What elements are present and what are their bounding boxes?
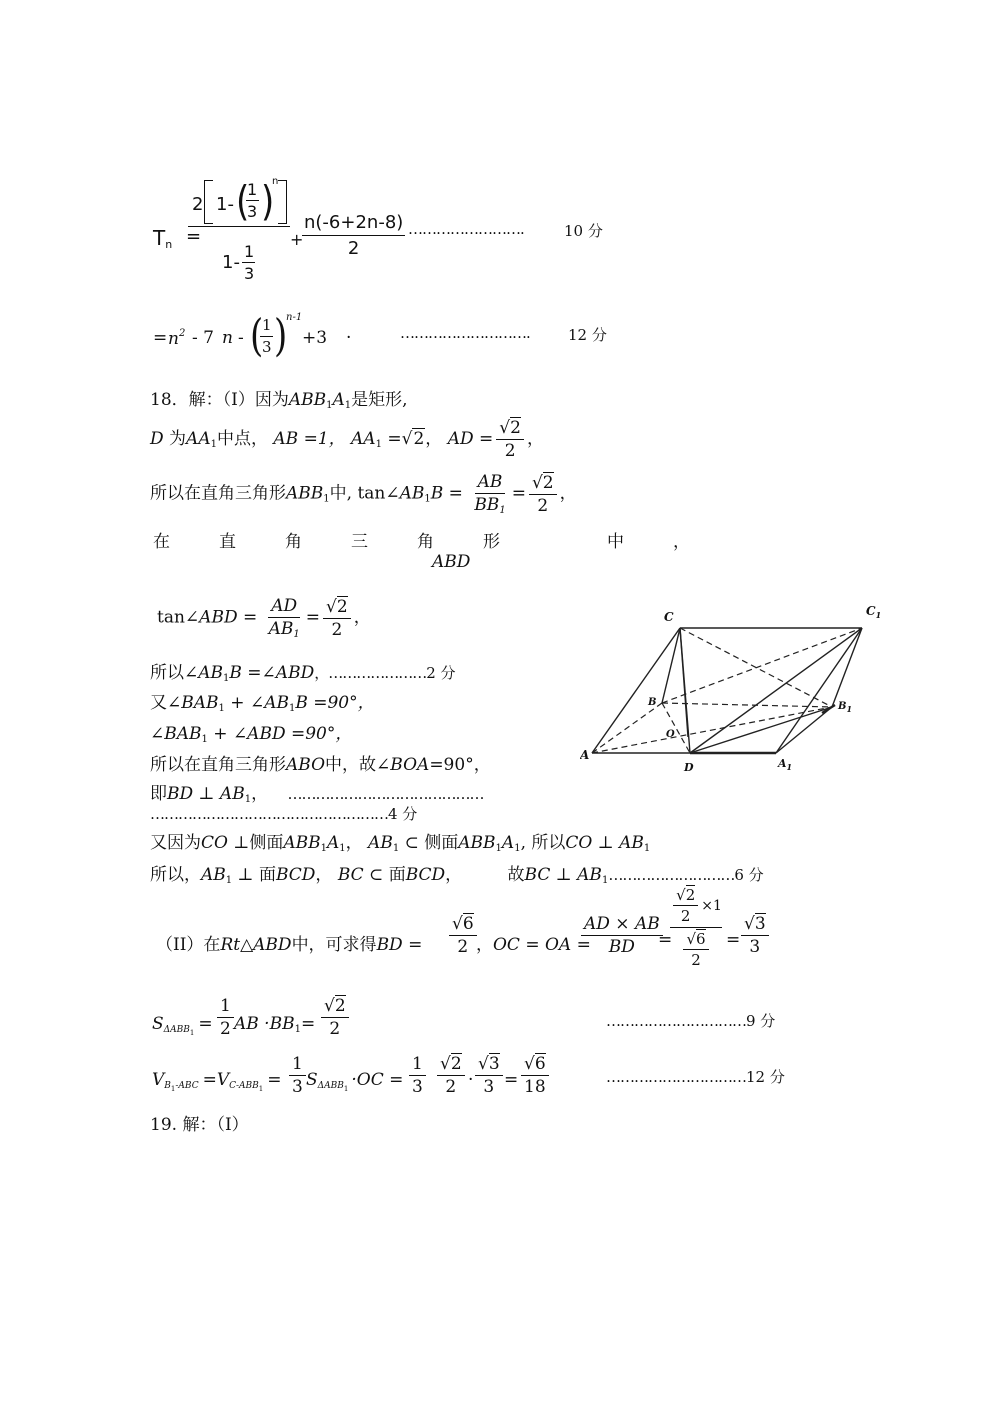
q18-line3: 所以在直角三角形$ABB_1$中, $\tan\angle AB_1B$ = $\frac{AB}{BB_1}$ = $\frac{√2}{2}$ ， [150,472,577,516]
tn-score: 10 分 [564,222,603,240]
q18-so-line: 所以$\angle AB_1B$ =∠ABD，…………………2 分 [150,663,456,684]
label-A1: $A_1$ [778,757,793,772]
label-C1: $C_1$ [866,604,882,620]
q18-line2: D 为$AA_1$中点， AB =1， $AA_1 =√2$， AD = $\frac{√2}{2}$ ， [150,418,544,461]
label-A: A [580,748,590,762]
tn-formula: $T_n$ = 2 1- ( 1 3 ) n 1- 1 3 + n(-6+2n-8) 2 ……………………. 10 分 [153,176,603,283]
dash-A-B [592,703,662,753]
q18-bd-line: 即BD ⊥ $AB_1$， …………………………………… [150,784,484,805]
part2-line1: （II）在Rt△ABD中，可求得BD = $\frac{√6}{2}$ ，OC = OA = $\frac{AD \times AB}{BD}$ = $\frac{√2}{2}$ ×1 $\frac{√6}{2}$ = $\frac{√3}{3}$ [150,896,790,992]
tn-eq: = [186,226,202,247]
q18-abo-line: 所以在直角三角形ABO中，故∠BOA=90°， [150,755,491,775]
tn-lhs: $T_n$ [153,226,173,251]
label-C: C [664,610,674,624]
part2-area-line: $S_{\Delta ABB_1}$ = $\frac{1}{2}$ AB $\cdot BB_1=$ $\frac{√2}{2}$ …………………………9 分 [152,996,776,1039]
tn-plus: + [290,230,304,249]
q18-bc-line: 所以，$AB_1$ ⊥ 面BCD， BC ⊂ 面BCD， 故BC ⊥ $AB_1\dots\dots\dots\dots\dots\dots\dots\dots\dots 6$ 分 [150,865,764,886]
q18-heading: 18．解：（Ⅰ）因为$ABB_1A_1$是矩形, [150,390,408,411]
dash-B-C1 [662,628,862,703]
q18-again-line: 又$\angle BAB_1$ + $\angle AB_1B =90^\circ$， [150,693,375,714]
label-D: D [684,761,694,774]
tn-frac2: n(-6+2n-8) 2 [304,212,404,259]
part2-volume-line: $V_{B_1-ABC} =V_{C-ABB_1}$ = $\frac{1}{3}$ $S_{\Delta ABB_1} \cdot OC$ = $\frac{1}{3}$ $\frac{√2}{2}$ · $\frac{√3}{3}$ = $\frac{√6}{18}$ …………………………12 分 [152,1054,785,1097]
q18-co-line: 又因为CO ⊥侧面$ABB_1A_1$， $AB_1$ ⊂ 侧面$ABB_1A_1$, 所以CO ⊥ $AB_1$ [150,833,651,854]
q18-spaced-line: 在 直 角 三 角 形 中 ， [153,532,690,552]
q18-bab-line: $\angle BAB_1$ + ∠ABD =90°， [150,724,353,745]
result-line: = $n^2$ - 7 n - ( 1 3 ) n-1 +3 · ………………………. 12 分 [153,310,607,362]
label-O: O [666,729,675,740]
label-B: B [648,697,657,708]
edge-C1-A1 [776,628,862,753]
prism-figure [580,595,910,775]
dash-B-B1 [662,703,832,707]
edge-A1-B1 [776,707,832,753]
part2-nested-frac: $\frac{√2}{2}$ ×1 $\frac{√6}{2}$ [670,886,722,969]
q18-dots-line: ……………………………………………4 分 [150,805,418,823]
edge-C-B [662,628,680,703]
edge-C-O [680,628,688,737]
tn-dots: ……………………. [408,220,524,238]
q19-heading: 19. 解：（Ⅰ） [150,1115,249,1135]
q18-tan-abd: tan∠ABD = $\frac{AD}{AB_1}$ = $\frac{√2}{2}$ ， [157,596,371,640]
label-B1: $B_1$ [838,701,853,714]
edge-C1-B1 [832,628,862,707]
q18-abd-label: ABD [432,552,471,572]
